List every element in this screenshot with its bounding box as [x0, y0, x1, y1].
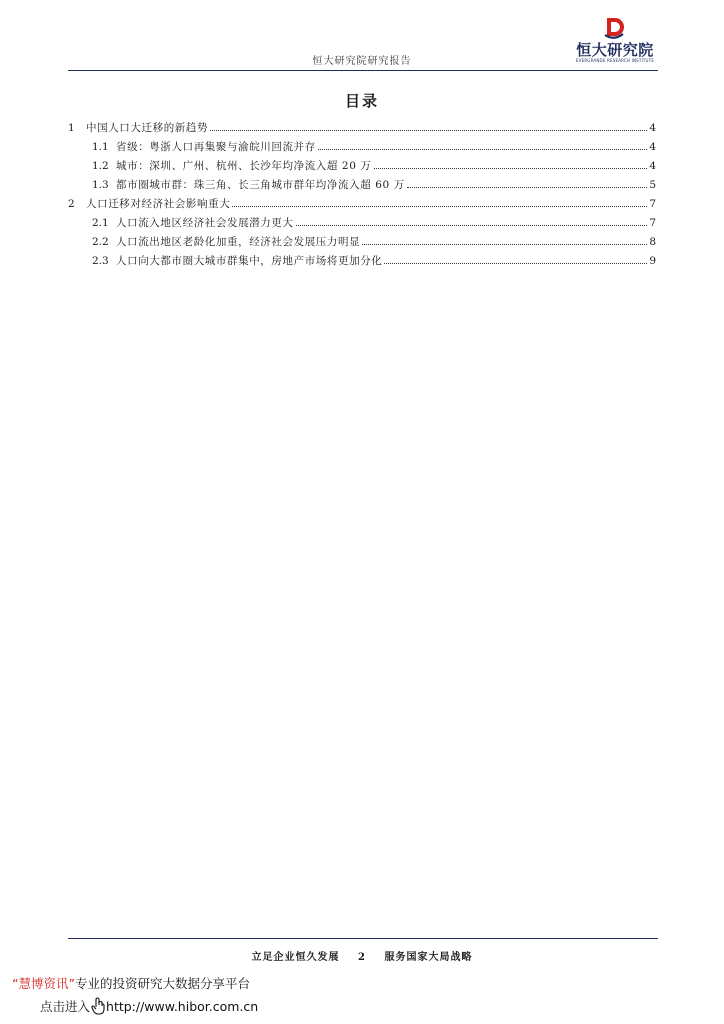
- toc-entry-number: 2.3: [92, 255, 109, 267]
- logo-subtitle: EVERGRANDE RESEARCH INSTITUTE: [575, 58, 655, 63]
- toc-entry-number: 1: [68, 122, 75, 134]
- toc-entry[interactable]: [68, 195, 656, 213]
- toc-entry-page: 8: [649, 236, 656, 248]
- toc-entry-text: 中国人口大迁移的新趋势: [86, 122, 209, 134]
- evergrande-logo-icon: [601, 14, 627, 40]
- promo-url-link[interactable]: http://www.hibor.com.cn: [106, 998, 259, 1014]
- toc-leader-dots: [318, 138, 648, 150]
- toc-entry-number: 1.2: [92, 160, 109, 172]
- toc-entry-text: 人口流入地区经济社会发展潜力更大: [116, 217, 294, 229]
- toc-entry-number: 2: [68, 198, 75, 210]
- toc-entry-number: 1.1: [92, 141, 109, 153]
- toc-entry[interactable]: [92, 176, 656, 194]
- toc-entry[interactable]: [92, 157, 656, 175]
- footer: [0, 948, 724, 963]
- pointer-hand-icon: [91, 997, 105, 1015]
- toc-leader-dots: [296, 214, 648, 226]
- page-number: 2: [358, 952, 366, 963]
- toc-entry[interactable]: [92, 252, 656, 270]
- toc-entry[interactable]: [92, 138, 656, 156]
- toc-entry-page: 4: [649, 141, 656, 153]
- toc-entry-page: 7: [649, 217, 656, 229]
- toc-entry-page: 4: [649, 122, 656, 134]
- toc-entry[interactable]: [92, 214, 656, 232]
- toc-entry-number: 2.1: [92, 217, 109, 229]
- footer-slogan-left: 立足企业恒久发展: [251, 952, 340, 963]
- toc-entry-page: 4: [649, 160, 656, 172]
- promo-tagline: 专业的投资研究大数据分享平台: [74, 976, 250, 991]
- toc-leader-dots: [362, 233, 647, 245]
- toc-entry-number: 2.2: [92, 236, 109, 248]
- toc-entry[interactable]: [92, 233, 656, 251]
- promo-banner: [12, 974, 250, 992]
- promo-link-row[interactable]: [40, 997, 258, 1015]
- promo-brand: “慧博资讯”: [12, 976, 75, 991]
- toc-entry-text: 人口向大都市圈大城市群集中，房地产市场将更加分化: [116, 255, 383, 267]
- header-divider: [68, 70, 658, 71]
- toc-entry[interactable]: [68, 119, 656, 137]
- toc-entry-text: 省级：粤浙人口再集聚与渝皖川回流并存: [116, 141, 316, 153]
- toc-entry-text: 城市：深圳、广州、杭州、长沙年均净流入超 20 万: [116, 160, 372, 172]
- toc-leader-dots: [407, 176, 647, 188]
- promo-enter-label: 点击进入: [40, 999, 91, 1014]
- toc-leader-dots: [232, 195, 647, 207]
- toc-entry-text: 人口迁移对经济社会影响重大: [86, 198, 231, 210]
- logo-title: 恒大研究院: [576, 41, 654, 59]
- toc-entry-page: 9: [649, 255, 656, 267]
- toc-leader-dots: [210, 119, 647, 131]
- toc-entry-page: 7: [649, 198, 656, 210]
- toc-leader-dots: [374, 157, 648, 169]
- toc-entry-text: 人口流出地区老龄化加重，经济社会发展压力明显: [116, 236, 361, 248]
- footer-divider: [68, 938, 658, 939]
- toc-entry-page: 5: [649, 179, 656, 191]
- report-header-text: 恒大研究院研究报告: [312, 56, 412, 67]
- toc-leader-dots: [384, 252, 647, 264]
- toc-entry-number: 1.3: [92, 179, 109, 191]
- footer-slogan-right: 服务国家大局战略: [384, 952, 473, 963]
- toc-title: 目录: [344, 92, 379, 110]
- evergrande-logo: [575, 14, 655, 66]
- toc-entry-text: 都市圈城市群：珠三角、长三角城市群年均净流入超 60 万: [116, 179, 405, 191]
